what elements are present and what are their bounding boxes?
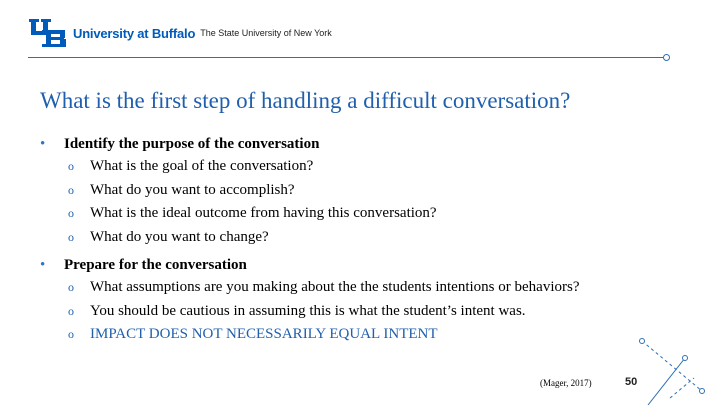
sub-bullet-icon: o	[68, 303, 74, 318]
list-item	[68, 158, 680, 182]
university-subtitle: The State University of New York	[200, 28, 332, 38]
list-item	[68, 303, 680, 327]
divider-end-dot	[663, 54, 670, 61]
bullet-heading: Identify the purpose of the conversation	[64, 136, 320, 152]
bullet-prepare-conversation	[40, 257, 680, 279]
list-item	[68, 229, 680, 253]
decorative-lines-graphic	[630, 328, 720, 405]
sub-bullet-icon: o	[68, 206, 74, 220]
sub-bullet-icon: o	[68, 229, 74, 244]
list-item-text: You should be cautious in assuming this is what the student’s intent was.	[90, 302, 526, 319]
bullet-icon: •	[40, 257, 46, 273]
sub-bullet-icon: o	[68, 280, 74, 294]
sub-bullet-icon: o	[68, 327, 74, 341]
list-item-text: What is the goal of the conversation?	[90, 158, 314, 174]
slide-content	[40, 136, 680, 350]
list-item	[68, 205, 680, 229]
sub-bullet-icon: o	[68, 159, 74, 173]
header-divider	[28, 57, 664, 58]
citation: (Mager, 2017)	[540, 378, 592, 388]
list-item	[68, 326, 680, 350]
list-item-text: What is the ideal outcome from having this conversation?	[90, 205, 437, 221]
bullet-icon: •	[40, 136, 46, 152]
ub-logo	[28, 18, 70, 48]
list-item-text: What assumptions are you making about the the students intentions or behaviors?	[90, 279, 580, 295]
slide-title: What is the first step of handling a difficult conversation?	[40, 88, 571, 113]
sub-bullet-icon: o	[68, 182, 74, 197]
university-name: University at Buffalo	[73, 25, 196, 41]
bullet-identify-purpose	[40, 136, 680, 158]
bullet-heading: Prepare for the conversation	[64, 257, 247, 273]
list-item-text: What do you want to accomplish?	[90, 181, 295, 198]
sub-list-prepare	[68, 279, 680, 350]
list-item	[68, 279, 680, 303]
list-item-text-emphasis: IMPACT DOES NOT NECESSARILY EQUAL INTENT	[90, 326, 438, 342]
list-item	[68, 182, 680, 206]
page-number: 50	[625, 376, 638, 388]
slide-header	[28, 18, 332, 48]
sub-list-purpose	[68, 158, 680, 252]
list-item-text: What do you want to change?	[90, 228, 269, 245]
